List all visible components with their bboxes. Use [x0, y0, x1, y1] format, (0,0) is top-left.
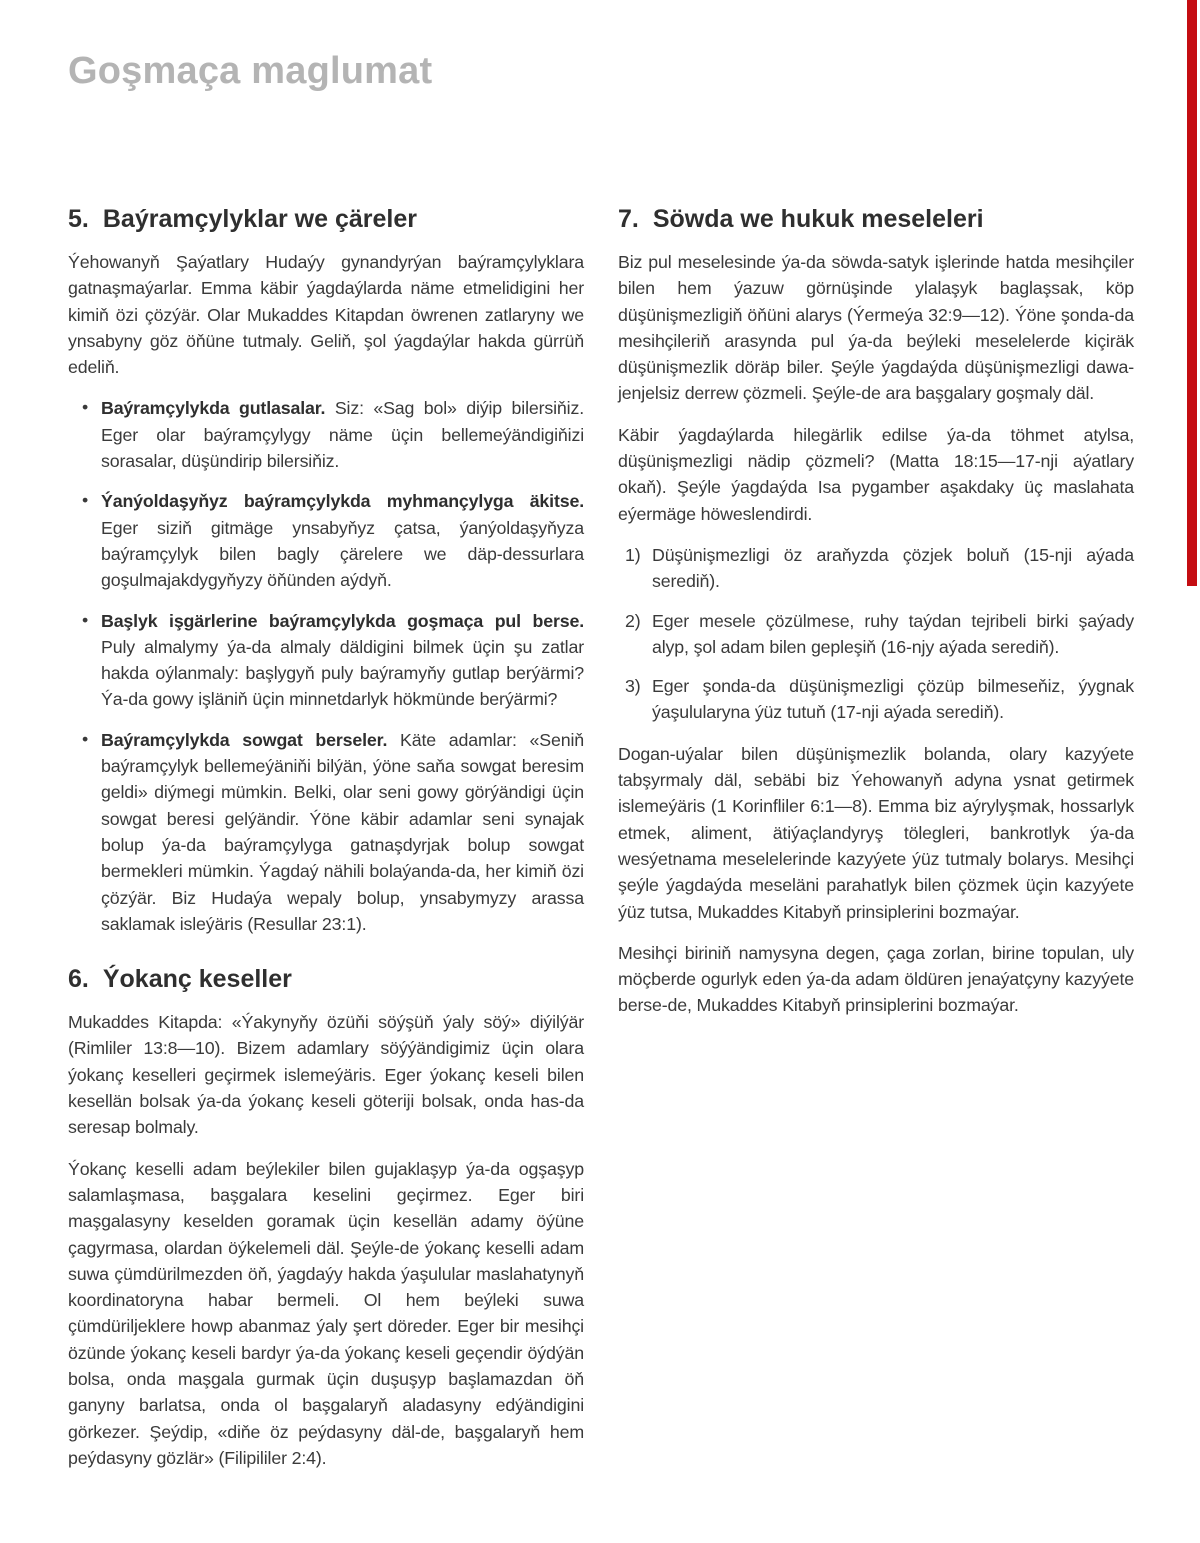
bullet-text: Siz: «Sag bol» diýip bilersiňiz. Eger olar baýramçylygy näme üçin bellemeýändigiňizi sorasalar, düşündirip bilersiňiz. — [101, 398, 584, 472]
section-7-numbered-list — [618, 542, 1134, 726]
bullet-dot-icon: • — [82, 490, 89, 511]
bullet-item-bonus — [68, 608, 584, 713]
section-7-paragraph: Mesihçi biriniň namysyna degen, çaga zorlan, birine topulan, uly möçberde ogurlyk eden ýa-da adam öldüren jenaýatçyny kazyýete berse-de, Mukaddes Kitabyň prinsiplerini bozmaýar. — [618, 942, 1134, 1016]
section-7-number: 7. — [618, 205, 639, 233]
two-column-layout — [68, 204, 1134, 1486]
section-6-title: Ýokanç keseller — [102, 965, 292, 994]
item-text: Eger mesele çözülmese, ruhy taýdan tejribeli birki şaýady alyp, şol adam bilen gepleşiň (16-njy aýada serediň). — [652, 610, 1134, 657]
bullet-lead: Baýramçylykda gutlasalar. — [101, 398, 326, 419]
bullet-text: Eger siziň gitmäge ynsabyňyz çatsa, ýanýoldaşyňyza baýramçylyk bilen bagly çärelere we däp-dessurlara goşulmajakdygyňyzy öňünden aýdyň. — [101, 517, 584, 591]
section-7-paragraph: Biz pul meselesinde ýa-da söwda-satyk işlerinde hatda mesihçiler bilen hem ýazuw görnüşinde ylalaşyk baglaşsak, köp düşünişmezligiň öňüni alarys (Ýermeýa 32:9—12). Ýöne şonda-da mesihçileriň arasynda pul ýa-da beýleki meselelerde kiçiräk düşünişmezlik döräp biler. Şeýle ýagdaýda düşünişmezligi dawa-jenjelsiz derrew çözmeli. Şeýle-de ara başgalary goşmaly däl. — [618, 252, 1134, 404]
bullet-dot-icon: • — [82, 728, 89, 749]
numbered-item — [618, 542, 1134, 595]
bullet-item-greetings — [68, 395, 584, 474]
section-6-number: 6. — [68, 965, 89, 994]
item-text: Eger şonda-da düşünişmezligi çözüp bilmeseňiz, ýygnak ýaşulularyna ýüz tutuň (17-nji aýada serediň). — [652, 676, 1134, 723]
section-7-paragraph: Dogan-uýalar bilen düşünişmezlik bolanda, olary kazyýete tabşyrmaly däl, sebäbi biz Ýehowanyň adyna ysnat getirmek islemeýäris (1 Korinfliler 6:1—8). Emma biz aýrylyşmak, hossarlyk etmek, aliment, ätiýaçlandyryş tölegleri, bankrotlyk ýa-da wesýetnama meselelerinde kazyýete ýüz tutmaly bolarys. Mesihçi şeýle ýagdaýda meseläni parahatlyk bilen çözmek üçin kazyýete ýüz tutsa, Mukaddes Kitabyň prinsiplerini bozmaýar. — [618, 743, 1134, 922]
bullet-dot-icon: • — [82, 397, 89, 418]
section-5-intro-paragraph: Ýehowanyň Şaýatlary Hudaýy gynandyrýan baýramçylyklara gatnaşmaýarlar. Emma käbir ýagdaýlarda näme etmelidigini her kimiň özi çözýär. Olar Mukaddes Kitapdan öwrenen zatlaryny we ynsabyny göz öňüne tutmaly. Geliň, şol ýagdaýlar hakda gürrüň edeliň. — [68, 252, 584, 378]
bullet-dot-icon: • — [82, 609, 89, 630]
numbered-item — [618, 673, 1134, 726]
section-6-paragraph: Ýokanç keselli adam beýlekiler bilen gujaklaşyp ýa-da ogşaşyp salamlaşmasa, başgalara keselini geçirmez. Eger biri maşgalasyny keselden goramak üçin kesellän adamy öýüne çagyrmasa, olardan öýkelemeli däl. Şeýle-de ýokanç keselli adam suwa çümdürilmezden öň, ýagdaýy hakda ýaşulular maslahatynyň koordinatoryna habar bermeli. Ol hem beýleki suwa çümdüriljeklere howp abanmaz ýaly şert döreder. Eger bir mesihçi özünde ýokanç keseli bardyr ýa-da ýokanç keseli geçendir öýdýän bolsa, onda maşgala gurmak üçin duşuşyp başlamazdan öň ganyny barlatsa, onda ol başgalaryň aladasyny edýändigini görkezer. Şeýdip, «diňe öz peýdasyny däl-de, başgalaryň hem peýdasyny gözlär» (Filipililer 2:4). — [68, 1158, 584, 1468]
page-title: Goşmaça maglumat — [68, 50, 433, 92]
section-6-heading — [68, 964, 584, 994]
section-7-title: Söwda we hukuk meseleleri — [652, 205, 984, 233]
numbered-item — [618, 608, 1134, 661]
bullet-lead: Ýanýoldaşyňyz baýramçylykda myhmançylyga äkitse. — [101, 491, 584, 512]
item-text: Düşünişmezligi öz araňyzda çözjek boluň (15-nji aýada serediň). — [652, 544, 1134, 592]
red-edge-tab — [1187, 0, 1197, 586]
bullet-lead: Başlyk işgärlerine baýramçylykda goşmaça pul berse. — [101, 610, 584, 631]
section-6-paragraph: Mukaddes Kitapda: «Ýakynyňy özüňi söýşüň ýaly söý» diýilýär (Rimliler 13:8—10). Bizem adamlary söýýändigimiz üçin olara ýokanç keselleri geçirmek islemeýäris. Eger ýokanç keseli bilen kesellän bolsak ýa-da ýokanç keseli göteriji bolsak, onda has-da seresap bolmaly. — [68, 1012, 584, 1138]
bullet-item-spouse — [68, 488, 584, 593]
item-number: 1) — [625, 544, 641, 565]
bullet-text: Käte adamlar: «Seniň baýramçylyk bellemeýäniňi bilýän, ýöne saňa sowgat beresim geldi» diýmegi mümkin. Belki, olar seni gowy görýändigi üçin sowgat beresi gelýändir. Ýöne käbir adamlar seni synajak bolup ýa-da baýramçylyga gatnaşdyrjak bolup sowgat bermekleri mümkin. Ýagdaý nähili bolaýanda-da, her kimiň özi çözýär. Biz Hudaýa wepaly bolup, ynsabymyzy arassa saklamak isleýäris (Resullar 23:1). — [101, 729, 584, 934]
item-number: 2) — [625, 610, 641, 631]
section-5-heading — [68, 204, 584, 234]
section-5-title: Baýramçylyklar we çäreler — [102, 205, 417, 233]
section-7-paragraph: Käbir ýagdaýlarda hilegärlik edilse ýa-da töhmet atylsa, düşünişmezligi nädip çözmeli? (Matta 18:15—17-nji aýatlary okaň). Şeýle ýagdaýda Isa pygamber aşakdaky üç maslahata eýermäge höweslendirdi. — [618, 424, 1134, 524]
left-column — [68, 204, 584, 1486]
item-number: 3) — [625, 676, 641, 697]
right-column — [618, 204, 1134, 1486]
bullet-item-gifts — [68, 727, 584, 937]
section-7-heading — [618, 204, 1134, 234]
section-5-number: 5. — [68, 205, 89, 233]
bullet-lead: Baýramçylykda sowgat berseler. — [101, 729, 388, 750]
bullet-text: Puly almalymy ýa-da almaly däldigini bilmek üçin şu zatlar hakda oýlanmaly: başlygyň puly baýramyňy gutlap berýärmi? Ýa-da gowy işläniň üçin minnetdarlyk hökmünde berýärmi? — [101, 636, 584, 710]
section-5-bullet-list — [68, 395, 584, 937]
